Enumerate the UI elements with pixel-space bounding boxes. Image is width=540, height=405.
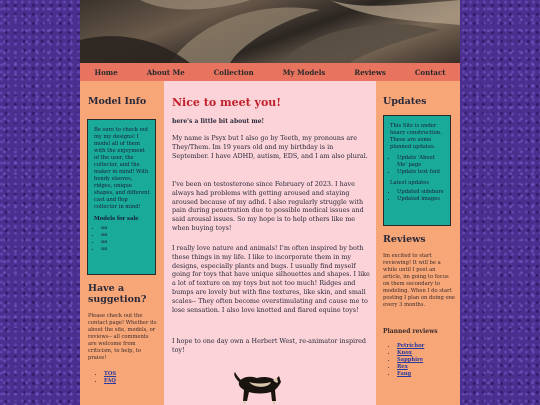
sale-list xyxy=(94,225,151,253)
reviews-heading: Reviews xyxy=(383,234,426,245)
nav-my-models[interactable]: My Models xyxy=(282,67,326,77)
reviews-text: Im excited to start reviewing! It will be a while until I post an article, im going to focus on them secondary to modeling. When I do start posting I plan on doing one every 3 months. xyxy=(383,253,455,309)
update-item: • Update 'About Me' page xyxy=(397,155,446,169)
review-link[interactable]: Fang xyxy=(397,371,412,378)
model-info-heading: Model Info xyxy=(88,96,147,107)
models-for-sale-heading: Models for sale xyxy=(94,216,139,223)
nav-reviews[interactable]: Reviews xyxy=(354,67,386,77)
main-nav xyxy=(80,63,460,81)
nav-contact[interactable]: Contact xyxy=(414,67,446,77)
planned-updates-list xyxy=(390,155,446,176)
about-paragraph: I've been on testosterone since February of 2023. I have always had problems with getting aroused and staying aroused because of my adhd. I also regularly struggle with pain during penetration due to possible medical issues and said arousal issues. So my hope is to help others like me when buying toys! xyxy=(172,180,364,233)
suggestion-heading: Have a suggetion? xyxy=(88,283,147,306)
page-container xyxy=(80,0,460,405)
page-title: Nice to meet you! xyxy=(172,96,282,109)
left-sidebar xyxy=(80,81,164,405)
header-banner-image xyxy=(80,0,460,63)
updates-text: This Site is under heavy construction. These are some planned updates. xyxy=(390,123,442,151)
review-link[interactable]: Knox xyxy=(397,350,412,357)
latest-updates-heading: Latest updates xyxy=(390,180,429,187)
suggestion-text: Please check out the contact page! Whether its about the site, models, or reviews-- all comments are welcome from criticism, to help, to praise! xyxy=(88,313,157,362)
review-link[interactable]: Sapphire xyxy=(397,357,424,364)
tos-link[interactable]: TOS xyxy=(104,371,117,377)
updates-box xyxy=(383,115,451,226)
about-paragraph: I hope to one day own a Herbert West, re-animator inspired toy! xyxy=(172,337,367,354)
sale-item[interactable]: • aa xyxy=(101,225,151,232)
nav-collection[interactable]: Collection xyxy=(213,67,254,77)
nav-about-me[interactable]: About Me xyxy=(146,67,185,77)
update-item: • Updated sidebars xyxy=(397,189,446,196)
planned-reviews-list xyxy=(383,343,424,378)
review-link[interactable]: Rex xyxy=(397,364,408,371)
review-link[interactable]: Petrichor xyxy=(397,343,425,349)
page-subtitle: here's a little bit about me! xyxy=(172,118,265,125)
update-item: • Update text font xyxy=(397,169,446,176)
right-sidebar xyxy=(376,81,460,405)
nav-home[interactable]: Home xyxy=(94,67,118,77)
dog-illustration xyxy=(231,368,283,405)
info-links xyxy=(88,371,116,385)
model-info-text: Be sure to check out my my designs! I model all of them with the enjoyment of the user, the collector, and the maker in mind! With bendy sleeves, ridges, unique shapes, and different cast and flop collector in mind! xyxy=(94,127,150,211)
model-info-box xyxy=(87,119,156,275)
updates-heading: Updates xyxy=(383,96,427,107)
about-paragraph: I really love nature and animals! I'm often inspired by both these things in my life. I like to incorporate them in my designs, especially plants and bugs. I usually find myself going for toys that have unique silhouettes and shapes. I like a lot of texture on my toys but not too much! Ridges and bumps are lovely but with fine textures, like skin, and small scales-- They often become overstimulating and cause me to lose sensation. I also love knotted and flared equine toys! xyxy=(172,244,370,314)
sale-item[interactable]: • aa xyxy=(101,239,151,246)
latest-updates-list xyxy=(390,189,446,203)
sale-item[interactable]: • aa xyxy=(101,232,151,239)
faq-link[interactable]: FAQ xyxy=(104,378,116,385)
main-content xyxy=(164,81,376,405)
about-paragraph: My name is Psyx but I also go by Teeth, my pronouns are They/Them. Im 19 years old and my birthday is in September. I have ADHD, autism, EDS, and I am also plural. xyxy=(172,134,368,160)
sale-item[interactable]: • aa xyxy=(101,246,151,253)
update-item: • Updated images xyxy=(397,196,446,203)
planned-reviews-heading: Planned reviews xyxy=(383,328,438,335)
